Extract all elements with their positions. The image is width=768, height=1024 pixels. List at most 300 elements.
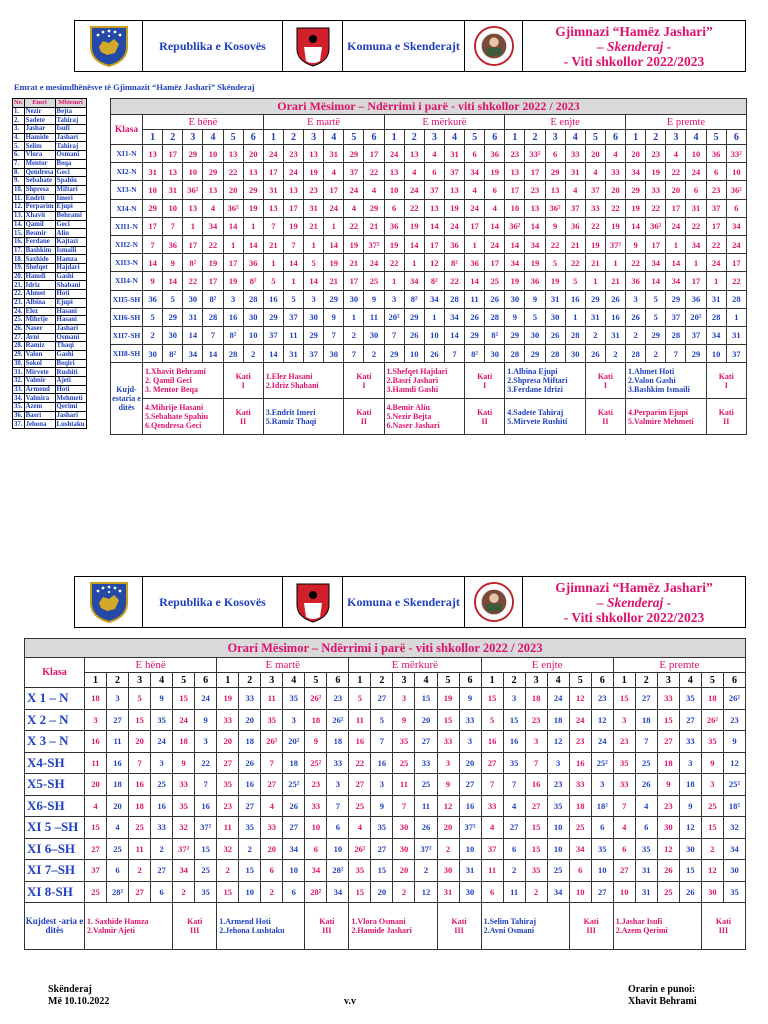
teacher-mbiemri: Ejupi (55, 203, 86, 212)
schedule-cell: 26 (424, 345, 444, 363)
schedule-cell: 30 (565, 345, 585, 363)
schedule-cell: 22 (565, 254, 585, 272)
period-number: 3 (424, 130, 444, 145)
period-number: 5 (173, 673, 195, 688)
schedule-cell: 5 (163, 290, 183, 308)
schedule-cell: 20 (129, 731, 151, 753)
footer-place-date (48, 984, 109, 1008)
schedule-cell: 34 (569, 838, 591, 860)
class-row (111, 199, 747, 217)
teacher-mbiemri: Geci (55, 220, 86, 229)
schedule-cell: 20 (243, 145, 263, 163)
schedule-title: Orari Mësimor – Ndërrimi i parë - viti shkollor 2022 / 2023 (25, 639, 746, 658)
schedule-cell: 34 (547, 881, 569, 903)
schedule-cell: 20 (393, 860, 415, 882)
schedule-cell: 1 (243, 217, 263, 235)
schedule-cell: 16 (239, 774, 261, 796)
schedule-cell: 10 (613, 881, 635, 903)
schedule-cell: 32 (173, 817, 195, 839)
teacher-emri: Ahmet (24, 290, 55, 299)
period-number: 5 (344, 130, 364, 145)
teacher-row (13, 420, 87, 429)
teacher-nr: 10. (14, 186, 23, 194)
schedule-cell: 30 (485, 345, 505, 363)
schedule-cell: 14 (223, 217, 243, 235)
duty-name: 1.Armend Hoti (219, 917, 271, 926)
schedule-cell: 10 (424, 326, 444, 344)
schedule-cell: 22 (349, 752, 371, 774)
schedule-cell: 31 (545, 290, 565, 308)
schedule-cell: 33 (151, 817, 173, 839)
schedule-cell: 23 (305, 774, 327, 796)
schedule-cell: 21 (585, 254, 605, 272)
class-label: XII7-SH (111, 326, 143, 344)
schedule-cell: 11 (503, 881, 525, 903)
schedule-cell: 4 (424, 145, 444, 163)
schedule-cell: 35 (503, 752, 525, 774)
schedule-cell: 5 (263, 272, 283, 290)
schedule-cell: 3 (107, 688, 129, 710)
period-number: 5 (305, 673, 327, 688)
period-number: 5 (437, 673, 459, 688)
schedule-cell: 6 (726, 199, 746, 217)
schedule-cell: 37 (444, 163, 464, 181)
schedule-cell: 9 (505, 308, 525, 326)
teacher-nr: 5. (13, 142, 25, 151)
schedule-cell: 24 (706, 254, 726, 272)
schedule-cell: 17 (505, 181, 525, 199)
schedule-cell: 18 (85, 688, 107, 710)
schedule-cell: 13 (545, 181, 565, 199)
period-number: 4 (283, 673, 305, 688)
schedule-cell: 35 (393, 731, 415, 753)
schedule-cell: 13 (424, 199, 444, 217)
teacher-row (13, 159, 87, 168)
schedule-cell: 16 (525, 774, 547, 796)
schedule-cell: 33 (613, 774, 635, 796)
teacher-emri: Jehona (24, 420, 55, 429)
teacher-mbiemri: Rushiti (55, 368, 86, 377)
schedule-cell: 4 (465, 181, 485, 199)
schedule-cell: 36 (143, 290, 163, 308)
schedule-cell: 35 (371, 817, 393, 839)
class-label: X 3 – N (25, 731, 85, 753)
schedule-cell: 18 (173, 731, 195, 753)
teacher-row (13, 377, 87, 386)
schedule-cell: 32 (723, 817, 745, 839)
schedule-cell: 9 (437, 774, 459, 796)
schedule-cell: 19 (585, 235, 605, 253)
teacher-mbiemri: Gashi (55, 350, 86, 359)
schedule-cell: 7 (444, 345, 464, 363)
schedule-cell: 24 (324, 199, 344, 217)
schedule-cell: 15 (481, 688, 503, 710)
schedule-cell: 3 (327, 774, 349, 796)
duty-name: 1.Ahmet Hoti (628, 367, 675, 377)
schedule-cell: 24 (263, 145, 283, 163)
schedule-cell: 18 (107, 774, 129, 796)
kati-word: Kati (319, 917, 335, 926)
schedule-cell: 17 (283, 199, 303, 217)
schedule-cell: 36² (726, 181, 746, 199)
class-row (111, 254, 747, 272)
kati-floor: III (454, 926, 464, 935)
teacher-row (13, 307, 87, 316)
schedule-cell: 11 (481, 860, 503, 882)
schedule-cell: 4 (364, 181, 384, 199)
teacher-nr: 17. (14, 246, 23, 254)
period-number: 1 (85, 673, 107, 688)
schedule-cell: 27 (371, 688, 393, 710)
schedule-cell: 35 (723, 881, 745, 903)
teacher-nr: 28. (14, 342, 23, 350)
schedule-cell: 35 (151, 709, 173, 731)
schedule-cell: 4 (349, 817, 371, 839)
schedule-cell: 21 (364, 217, 384, 235)
school-name: Gjimnazi “Hamëz Jashari” (555, 23, 713, 39)
class-label: XII4-N (111, 272, 143, 290)
schedule-cell: 37² (364, 235, 384, 253)
class-label: XII1-N (111, 217, 143, 235)
kati-label (223, 399, 263, 435)
teacher-row (13, 272, 87, 281)
schedule-table-2 (24, 638, 746, 950)
schedule-cell: 33 (605, 163, 625, 181)
schedule-cell: 10 (547, 838, 569, 860)
teacher-nr: 32. (14, 377, 23, 385)
schedule-cell: 28 (666, 326, 686, 344)
schedule-cell: 34 (404, 272, 424, 290)
school-city: – Skenderaj - (596, 594, 672, 610)
schedule-cell: 25 (635, 752, 657, 774)
teacher-mbiemri: Hasani (55, 316, 86, 325)
duty-names (384, 399, 465, 435)
teacher-nr: 34. (14, 394, 23, 402)
class-row (111, 326, 747, 344)
schedule-cell: 21 (263, 235, 283, 253)
teacher-emri: Xhavit (24, 211, 55, 220)
schedule-cell: 14 (465, 272, 485, 290)
schedule-cell: 36 (525, 272, 545, 290)
class-label: XI 6–SH (25, 838, 85, 860)
schedule-cell: 33 (657, 688, 679, 710)
schedule-cell: 2 (701, 838, 723, 860)
schedule-cell: 11 (85, 752, 107, 774)
teacher-mbiemri: Ajeti (55, 377, 86, 386)
schedule-cell: 17 (706, 217, 726, 235)
schedule-cell: 33 (646, 181, 666, 199)
teacher-nr: 13. (14, 212, 23, 220)
schedule-cell: 1 (706, 272, 726, 290)
schedule-cell: 6 (305, 838, 327, 860)
schedule-cell: 33 (305, 795, 327, 817)
schedule-cell: 24 (569, 709, 591, 731)
schedule-cell: 1 (384, 272, 404, 290)
period-number: 3 (545, 130, 565, 145)
schedule-cell: 6 (635, 817, 657, 839)
schedule-cell: 7 (324, 326, 344, 344)
schedule-cell: 16 (107, 752, 129, 774)
schedule-cell: 19 (217, 688, 239, 710)
schedule-cell: 27 (657, 731, 679, 753)
duty-names (143, 363, 224, 399)
schedule-cell: 31 (726, 326, 746, 344)
schedule-cell: 34 (723, 838, 745, 860)
schedule-cell: 3 (613, 709, 635, 731)
schedule-cell: 26 (465, 308, 485, 326)
schedule-cell: 19 (344, 235, 364, 253)
schedule-cell: 27 (525, 795, 547, 817)
class-label: XII2-N (111, 235, 143, 253)
schedule-cell: 10 (384, 181, 404, 199)
schedule-cell: 33² (726, 145, 746, 163)
schedule-cell: 5 (371, 709, 393, 731)
schedule-cell: 18 (569, 795, 591, 817)
teacher-mbiemri: Bejta (55, 107, 86, 116)
schedule-cell: 22 (726, 272, 746, 290)
schedule-cell: 22 (706, 235, 726, 253)
schedule-cell: 20 (437, 817, 459, 839)
schedule-cell: 13 (505, 163, 525, 181)
schedule-cell: 9 (723, 731, 745, 753)
class-label: XI4-N (111, 199, 143, 217)
schedule-cell: 20 (626, 145, 646, 163)
schedule-cell: 29 (545, 163, 565, 181)
schedule-cell: 23 (217, 795, 239, 817)
schedule-cell: 13 (223, 145, 243, 163)
schedule-cell: 24 (485, 235, 505, 253)
schedule-cell: 25 (701, 795, 723, 817)
teacher-nr: 6. (13, 151, 25, 160)
schedule-cell: 29 (626, 181, 646, 199)
schedule-cell: 25 (129, 817, 151, 839)
schedule-cell: 24 (591, 731, 613, 753)
kati-label (344, 399, 384, 435)
schedule-cell: 23 (327, 688, 349, 710)
school-year: - Viti shkollor 2022/2023 (563, 53, 705, 69)
teacher-emri: Ramiz (24, 342, 55, 351)
schedule-cell: 23 (525, 709, 547, 731)
schedule-cell: 30 (183, 290, 203, 308)
schedule-cell: 22 (646, 199, 666, 217)
period-number: 6 (726, 130, 746, 145)
schedule-cell: 24 (364, 254, 384, 272)
schedule-cell: 33 (481, 795, 503, 817)
class-row (25, 817, 746, 839)
kati-word: Kati (715, 917, 731, 926)
schedule-cell: 22 (203, 235, 223, 253)
schedule-cell: 35 (349, 860, 371, 882)
schedule-cell: 6 (481, 881, 503, 903)
teacher-mbiemri: Hoti (55, 385, 86, 394)
schedule-cell: 23 (525, 181, 545, 199)
schedule-cell: 30 (679, 838, 701, 860)
teacher-row (13, 246, 87, 255)
schedule-cell: 23 (283, 145, 303, 163)
schedule-cell: 10 (686, 145, 706, 163)
schedule-cell: 17 (686, 272, 706, 290)
schedule-cell: 8² (485, 326, 505, 344)
duty-name: 4.Perparim Ejupi (628, 407, 688, 417)
title-row (25, 639, 746, 658)
schedule-cell: 2 (243, 345, 263, 363)
schedule-cell: 17 (646, 235, 666, 253)
schedule-cell: 24 (151, 731, 173, 753)
schedule-cell: 1 (565, 308, 585, 326)
schedule-cell: 21 (344, 254, 364, 272)
schedule-cell: 16 (565, 290, 585, 308)
teacher-emri: Valmira (24, 394, 55, 403)
schedule-cell: 9 (195, 709, 217, 731)
teacher-nr: 26. (14, 325, 23, 333)
period-number: 6 (195, 673, 217, 688)
kati-word: Kati (718, 407, 734, 417)
kati-word: Kati (451, 917, 467, 926)
schedule-cell: 5 (283, 290, 303, 308)
schedule-cell: 10 (706, 345, 726, 363)
schedule-cell: 14 (263, 345, 283, 363)
schedule-cell: 10 (143, 181, 163, 199)
class-row (111, 235, 747, 253)
schedule-cell: 22 (666, 163, 686, 181)
duty-names (626, 363, 707, 399)
schedule-cell: 5 (525, 308, 545, 326)
period-number: 3 (304, 130, 324, 145)
schedule-cell: 36² (646, 217, 666, 235)
class-row (111, 181, 747, 199)
schedule-cell: 26 (404, 326, 424, 344)
schedule-cell: 31 (459, 860, 481, 882)
schedule-cell: 27 (679, 709, 701, 731)
schedule-cell: 37 (481, 838, 503, 860)
duty-name: 5.Sebahate Spahiu (145, 412, 209, 422)
schedule-cell: 37 (686, 326, 706, 344)
schedule-cell: 28² (327, 860, 349, 882)
schedule-cell: 13 (283, 181, 303, 199)
period-number: 1 (505, 130, 525, 145)
duty-row (111, 399, 747, 435)
schedule-cell: 29 (324, 290, 344, 308)
schedule-cell: 3 (304, 290, 324, 308)
schedule-cell: 13 (384, 163, 404, 181)
teacher-nr: 31. (14, 368, 23, 376)
schedule-cell: 2 (143, 326, 163, 344)
period-number: 1 (217, 673, 239, 688)
schedule-cell: 36² (223, 199, 243, 217)
schedule-cell: 17 (666, 199, 686, 217)
schedule-cell: 22 (686, 217, 706, 235)
schedule-cell: 13 (163, 163, 183, 181)
period-number: 1 (481, 673, 503, 688)
schedule-cell: 31 (565, 163, 585, 181)
schedule-cell: 30 (459, 881, 481, 903)
teacher-mbiemri: Lushtaku (56, 420, 85, 428)
schedule-cell: 13 (263, 199, 283, 217)
teacher-mbiemri: Spahiu (55, 177, 86, 186)
teacher-mbiemri: Miftari (55, 185, 86, 194)
period-number: 6 (591, 673, 613, 688)
schedule-cell: 1 (585, 272, 605, 290)
schedule-cell: 28 (444, 290, 464, 308)
teacher-nr: 14. (14, 220, 23, 228)
duty-name: 3. Mentor Beqa (145, 385, 198, 395)
kati-word: Kati (583, 917, 599, 926)
schedule-cell: 37 (585, 181, 605, 199)
schedule-cell: 27 (459, 774, 481, 796)
duty-name: 1.Jashar Isufi (615, 917, 663, 926)
teacher-row (13, 350, 87, 359)
schedule-cell: 6 (569, 860, 591, 882)
schedule-cell: 20 (85, 774, 107, 796)
schedule-cell: 10 (239, 881, 261, 903)
schedule-cell: 14 (143, 254, 163, 272)
duty-name: 1.Vlora Osmani (351, 917, 406, 926)
schedule-cell: 12 (723, 752, 745, 774)
schedule-cell: 19 (384, 235, 404, 253)
schedule-cell: 7 (129, 752, 151, 774)
teacher-nr: 24. (14, 307, 23, 315)
schedule-cell: 27 (635, 688, 657, 710)
schedule-cell: 29 (263, 308, 283, 326)
teacher-row (13, 281, 87, 290)
kati-floor: II (481, 416, 488, 426)
schedule-cell: 36 (384, 217, 404, 235)
schedule-cell: 35 (195, 881, 217, 903)
schedule-cell: 34 (666, 272, 686, 290)
schedule-cell: 20 (585, 145, 605, 163)
schedule-cell: 9 (626, 235, 646, 253)
period-number: 4 (203, 130, 223, 145)
schedule-cell: 27 (217, 752, 239, 774)
schedule-cell: 25 (547, 860, 569, 882)
schedule-cell: 6 (327, 817, 349, 839)
schedule-cell: 3 (393, 688, 415, 710)
schedule-cell: 31 (143, 163, 163, 181)
schedule-cell: 30 (437, 860, 459, 882)
schedule-cell: 8² (183, 254, 203, 272)
schedule-cell: 10 (283, 860, 305, 882)
country-label: Republika e Kosovës (143, 21, 283, 71)
schedule-cell: 15 (173, 688, 195, 710)
schedule-cell: 5 (646, 290, 666, 308)
footer-seal: v.v (344, 996, 356, 1007)
schedule-cell: 27 (151, 860, 173, 882)
schedule-cell: 14 (304, 272, 324, 290)
schedule-cell: 23 (547, 774, 569, 796)
schedule-cell: 17 (424, 235, 444, 253)
schedule-cell: 14 (243, 235, 263, 253)
schedule-cell: 13 (243, 163, 263, 181)
schedule-cell: 18 (129, 795, 151, 817)
kati-floor: II (602, 416, 609, 426)
footer-author (628, 984, 697, 1008)
col-emri: Emri (24, 99, 55, 108)
schedule-cell: 13 (183, 199, 203, 217)
schedule-cell: 35 (635, 838, 657, 860)
schedule-cell: 24 (666, 217, 686, 235)
teacher-nr: 36. (14, 411, 23, 419)
school-logo (465, 577, 523, 627)
kati-floor: II (723, 416, 730, 426)
period-number: 5 (223, 130, 243, 145)
teacher-row (13, 151, 87, 160)
schedule-cell: 15 (371, 860, 393, 882)
schedule-cell: 23 (569, 731, 591, 753)
schedule-cell: 37 (344, 163, 364, 181)
schedule-cell: 17 (163, 145, 183, 163)
schedule-cell: 34 (173, 860, 195, 882)
schedule-cell: 5 (565, 272, 585, 290)
